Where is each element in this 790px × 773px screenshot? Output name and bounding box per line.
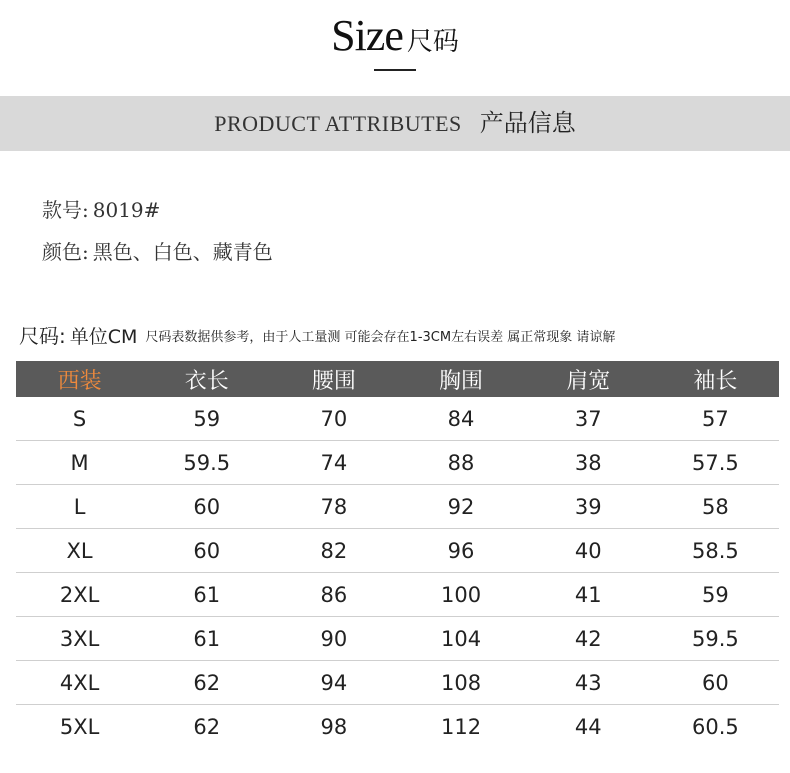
title-size-text: Size [331,11,403,60]
style-number-label: 款号: [42,198,89,222]
product-attributes-band [0,96,790,151]
table-cell: 104 [397,617,524,661]
table-cell: 62 [193,714,221,739]
table-row [16,573,779,617]
table-cell: 57.5 [652,441,779,485]
header-cell: 胸围 [397,361,524,397]
table-cell: 58.5 [652,529,779,573]
table-cell: 58 [652,485,779,529]
table-cell: 59 [652,573,779,617]
table-cell: 60.5 [692,714,739,739]
table-cell: 100 [397,573,524,617]
table-row [16,617,779,661]
band-title-cn: 产品信息 [479,109,576,137]
header-cell: 袖长 [652,361,779,397]
table-cell: 74 [270,441,397,485]
table-cell: 44 [574,714,602,739]
color-label: 颜色: [42,240,89,264]
table-cell: 92 [397,485,524,529]
table-cell: 61 [143,573,270,617]
table-cell: 37 [525,397,652,441]
table-row [16,705,779,749]
title-underline [374,69,416,71]
band-title-en: PRODUCT ATTRIBUTES [214,111,462,136]
table-row [16,661,779,705]
table-cell: 59.5 [652,617,779,661]
style-number-row [42,194,160,223]
table-cell: 82 [270,529,397,573]
table-cell: 59.5 [143,441,270,485]
table-cell: 40 [525,529,652,573]
table-cell: 39 [525,485,652,529]
table-cell: 57 [652,397,779,441]
table-cell: M [16,441,143,485]
table-cell: 42 [525,617,652,661]
table-cell: 112 [441,714,482,739]
table-cell: S [16,397,143,441]
style-number-value: 8019# [92,198,161,222]
table-cell: 4XL [16,661,143,705]
table-cell: 62 [143,661,270,705]
table-cell: 84 [397,397,524,441]
size-note-unit: 单位CM [69,326,138,348]
table-cell: 70 [270,397,397,441]
table-cell: 88 [397,441,524,485]
color-value: 黑色、白色、藏青色 [92,240,273,264]
size-note-description: 尺码表数据供参考，由于人工量测 可能会存在1-3CM左右误差 属正常现象 请谅解 [145,330,616,345]
title-size-cn: 尺码 [406,27,459,57]
header-cell: 肩宽 [525,361,652,397]
table-cell: 2XL [16,573,143,617]
size-note-label: 尺码: [19,324,66,348]
size-table [16,361,779,748]
table-cell: 5XL [59,714,100,739]
table-cell: 43 [525,661,652,705]
header-cell: 西装 [16,361,143,397]
table-row [16,441,779,485]
table-row [16,529,779,573]
size-note [19,320,615,349]
table-cell: 60 [652,661,779,705]
table-cell: L [16,485,143,529]
header-cell: 衣长 [143,361,270,397]
table-cell: 60 [143,529,270,573]
table-cell: 61 [143,617,270,661]
table-row [16,485,779,529]
table-cell: 41 [525,573,652,617]
table-cell: 60 [143,485,270,529]
table-cell: 94 [270,661,397,705]
size-table-header [16,361,779,397]
table-cell: 98 [320,714,348,739]
table-cell: 96 [397,529,524,573]
page-title [0,10,790,61]
table-cell: 38 [525,441,652,485]
header-cell: 腰围 [270,361,397,397]
table-cell: XL [16,529,143,573]
table-cell: 3XL [16,617,143,661]
table-cell: 59 [143,397,270,441]
table-cell: 90 [270,617,397,661]
table-cell: 78 [270,485,397,529]
table-row [16,397,779,441]
color-row [42,236,273,265]
table-cell: 86 [270,573,397,617]
table-cell: 108 [397,661,524,705]
